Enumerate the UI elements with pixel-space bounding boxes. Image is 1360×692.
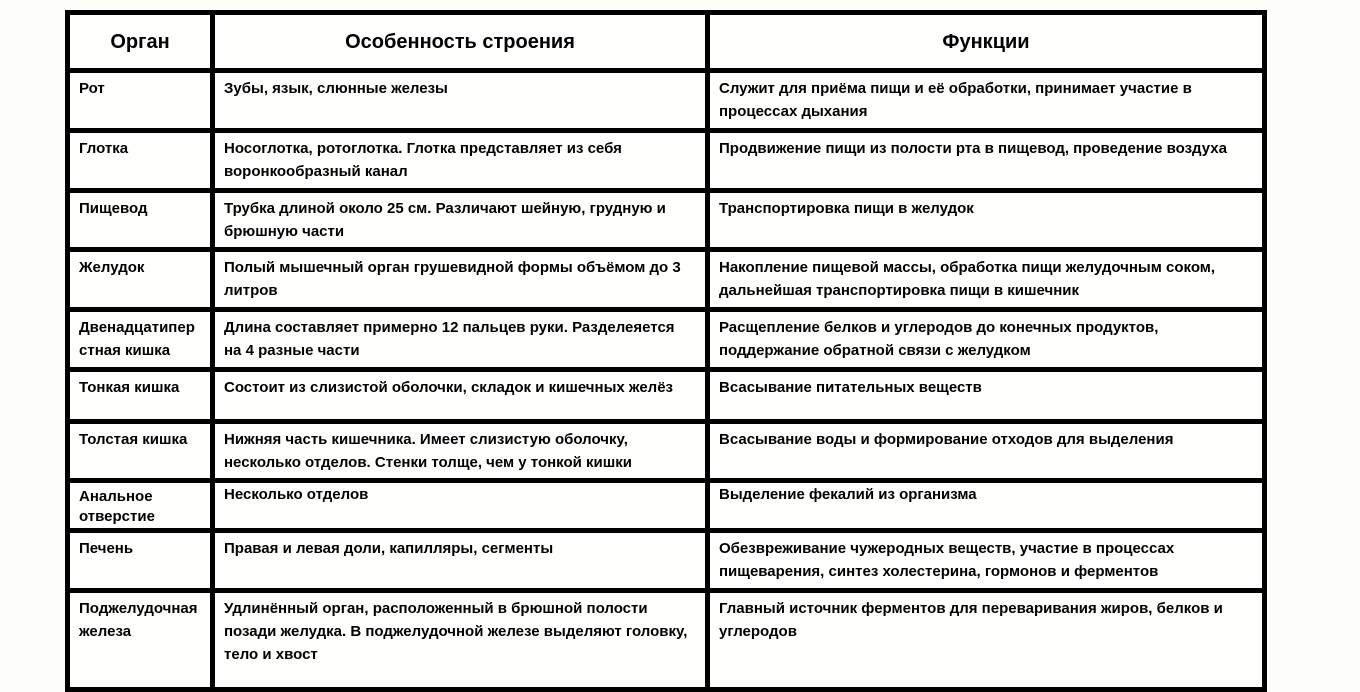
function-cell: Главный источник ферментов для переваривания жиров, белков и углеродов: [708, 590, 1265, 689]
table-row-anus: [68, 481, 1265, 531]
structure-cell: Трубка длиной около 25 см. Различают шейную, грудную и брюшную части: [213, 190, 708, 250]
column-header-organ: Орган: [68, 13, 213, 71]
organ-cell: Желудок: [68, 250, 213, 310]
function-cell: Расщепление белков и углеродов до конечных продуктов, поддержание обратной связи с желудком: [708, 309, 1265, 369]
header-row: [68, 13, 1265, 71]
function-cell: Служит для приёма пищи и её обработки, принимает участие в процессах дыхания: [708, 71, 1265, 131]
digestive-organs-table-container: [65, 10, 1267, 692]
structure-cell: Длина составляет примерно 12 пальцев руки. Разделеяется на 4 разные части: [213, 309, 708, 369]
digestive-organs-table: [65, 10, 1267, 692]
structure-cell: Нижняя часть кишечника. Имеет слизистую оболочку, несколько отделов. Стенки толще, чем у тонкой кишки: [213, 421, 708, 481]
organ-cell: Глотка: [68, 131, 213, 191]
table-row-pancreas: [68, 590, 1265, 689]
organ-cell: Пищевод: [68, 190, 213, 250]
organ-cell: Двенадцатиперстная кишка: [68, 309, 213, 369]
structure-cell: Правая и левая доли, капилляры, сегменты: [213, 531, 708, 591]
structure-cell: Удлинённый орган, расположенный в брюшной полости позади желудка. В поджелудочной железе выделяют головку, тело и хвост: [213, 590, 708, 689]
function-cell: Транспортировка пищи в желудок: [708, 190, 1265, 250]
table-row-mouth: [68, 71, 1265, 131]
function-cell: Выделение фекалий из организма: [708, 481, 1265, 531]
structure-cell: Зубы, язык, слюнные железы: [213, 71, 708, 131]
organ-cell: Поджелудочная железа: [68, 590, 213, 689]
organ-cell: Анальное отверстие: [68, 481, 213, 531]
structure-cell: Состоит из слизистой оболочки, складок и кишечных желёз: [213, 369, 708, 421]
table-row-esophagus: [68, 190, 1265, 250]
table-row-liver: [68, 531, 1265, 591]
structure-cell: Полый мышечный орган грушевидной формы объёмом до 3 литров: [213, 250, 708, 310]
function-cell: Всасывание воды и формирование отходов для выделения: [708, 421, 1265, 481]
table-row-duodenum: [68, 309, 1265, 369]
organ-cell: Тонкая кишка: [68, 369, 213, 421]
table-row-pharynx: [68, 131, 1265, 191]
table-row-large-intestine: [68, 421, 1265, 481]
organ-cell: Рот: [68, 71, 213, 131]
structure-cell: Несколько отделов: [213, 481, 708, 531]
column-header-structure: Особенность строения: [213, 13, 708, 71]
column-header-functions: Функции: [708, 13, 1265, 71]
organ-cell: Толстая кишка: [68, 421, 213, 481]
function-cell: Продвижение пищи из полости рта в пищевод, проведение воздуха: [708, 131, 1265, 191]
table-row-stomach: [68, 250, 1265, 310]
function-cell: Всасывание питательных веществ: [708, 369, 1265, 421]
table-row-small-intestine: [68, 369, 1265, 421]
structure-cell: Носоглотка, ротоглотка. Глотка представляет из себя воронкообразный канал: [213, 131, 708, 191]
organ-cell: Печень: [68, 531, 213, 591]
function-cell: Накопление пищевой массы, обработка пищи желудочным соком, дальнейшая транспортировка пищи в кишечник: [708, 250, 1265, 310]
function-cell: Обезвреживание чужеродных веществ, участие в процессах пищеварения, синтез холестерина, гормонов и ферментов: [708, 531, 1265, 591]
